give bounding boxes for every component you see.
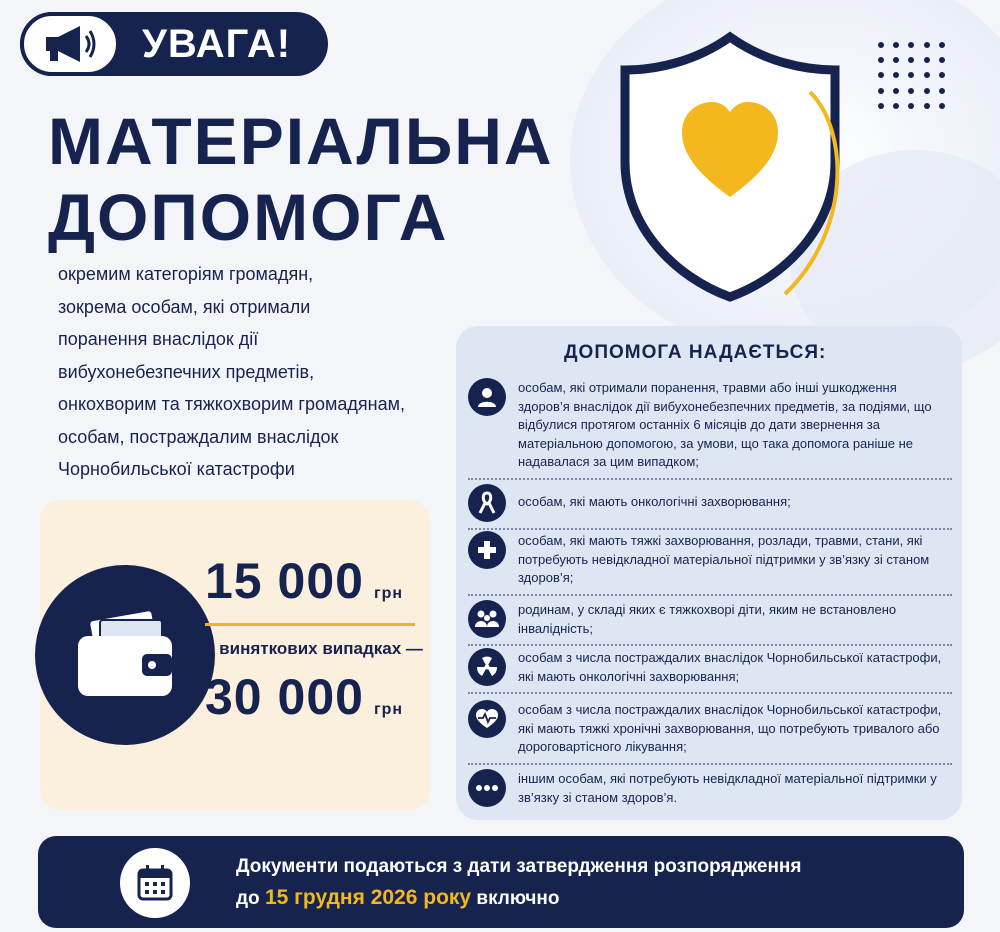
amount-exceptional-value: 30 000	[205, 669, 364, 725]
list-item	[468, 769, 952, 813]
help-item-text: родинам, у складі яких є тяжкохворі діти, яким не встановлено інвалідність;	[518, 602, 897, 636]
footer-prefix: до	[236, 888, 260, 909]
list-item	[468, 600, 952, 646]
radiation-icon	[468, 648, 506, 686]
footer-text-line1: Документи подаються з дати затвердження розпорядження	[236, 856, 802, 877]
subtitle-line: поранення внаслідок дії	[58, 329, 259, 349]
subtitle	[58, 258, 458, 486]
list-item	[468, 484, 952, 530]
help-item-text: особам з числа постраждалих внаслідок Чорнобильської катастрофи, які мають тяжкі хронічні захворювання, що потребують тривалого або дороговартісного лікування;	[518, 702, 942, 754]
amount-main	[205, 552, 403, 610]
shield-heart-icon	[610, 22, 850, 312]
title-line-2: ДОПОМОГА	[48, 180, 449, 254]
page-title	[48, 103, 554, 255]
help-item-text: особам, які отримали поранення, травми або інші ушкодження здоров’я внаслідок дії вибухонебезпечних предметів, за подіями, що відбулися протягом останніх 6 місяців до дати звернення за матеріальною допомогою, за умови, що така допомога раніше не надавалася за цим випадком;	[518, 380, 932, 469]
help-item-text: іншим особам, які потребують невідкладної матеріальної підтримки у зв’язку зі станом здоров’я.	[518, 771, 937, 805]
decor-dots	[878, 42, 948, 112]
help-title: ДОПОМОГА НАДАЄТЬСЯ:	[564, 342, 827, 363]
help-item-text: особам, які мають онкологічні захворювання;	[518, 494, 791, 509]
list-item	[468, 700, 952, 765]
footer-text-line2	[236, 886, 560, 910]
subtitle-line: вибухонебезпечних предметів,	[58, 361, 315, 382]
megaphone-icon	[20, 12, 120, 76]
amount-main-currency: грн	[373, 585, 404, 602]
divider	[205, 623, 415, 626]
amount-main-value: 15 000	[205, 553, 364, 609]
heart-pulse-icon	[468, 700, 506, 738]
exceptional-label: у виняткових випадках —	[205, 639, 423, 658]
help-item-text: особам з числа постраждалих внаслідок Чорнобильської катастрофи, які мають онкологічні захворювання;	[518, 650, 942, 684]
subtitle-line: Чорнобильської катастрофи	[58, 459, 295, 479]
attention-badge	[20, 12, 328, 76]
wallet-icon	[35, 565, 215, 745]
more-dots-icon	[468, 769, 506, 807]
list-item	[468, 378, 952, 480]
deadline-date: 15 грудня 2026 року	[264, 886, 472, 909]
calendar-icon	[120, 848, 190, 918]
person-icon	[468, 378, 506, 416]
subtitle-line: зокрема особам, які отримали	[58, 296, 311, 317]
list-item	[468, 531, 952, 596]
subtitle-line: особам, постраждалим внаслідок	[58, 426, 339, 447]
title-line-1: МАТЕРІАЛЬНА	[48, 104, 554, 178]
amount-exceptional-currency: грн	[373, 701, 404, 718]
ribbon-icon	[468, 484, 506, 522]
help-item-text: особам, які мають тяжкі захворювання, розлади, травми, стани, які потребують невідкладної матеріальної підтримки у зв’язку зі станом здоров’я;	[518, 533, 930, 585]
list-item	[468, 648, 952, 694]
badge-label: УВАГА!	[142, 21, 292, 66]
medical-cross-icon	[468, 531, 506, 569]
footer-suffix: включно	[476, 888, 560, 909]
family-icon	[468, 600, 506, 638]
subtitle-line: онкохворим та тяжкохворим громадянам,	[58, 394, 405, 414]
amount-exceptional	[205, 668, 403, 726]
subtitle-line: окремим категоріям громадян,	[58, 264, 314, 284]
